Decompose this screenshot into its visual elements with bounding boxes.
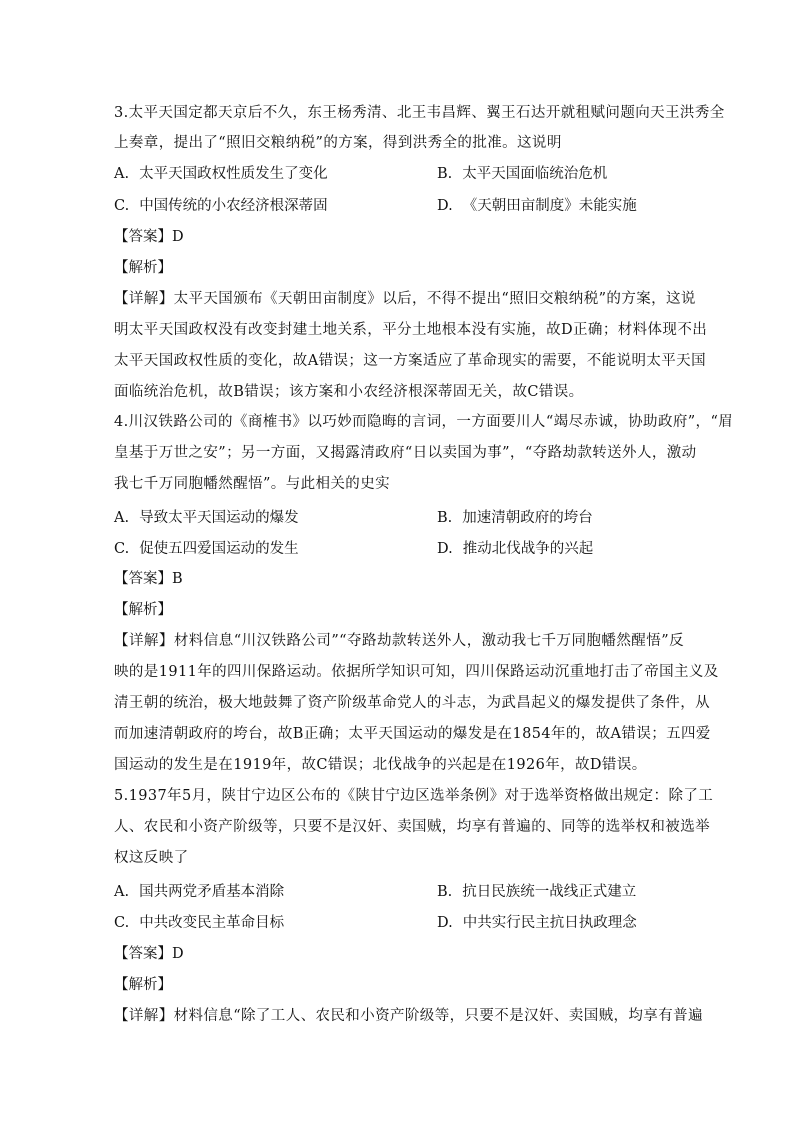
question-5-option-b — [437, 882, 636, 902]
question-4-detail-line-4: 而加速清朝政府的垮台，故B正确；太平天国运动的爆发是在1854年的，故A错误；五四爱 — [114, 726, 711, 742]
question-3-option-b — [437, 164, 607, 184]
question-4-stem-line-2: 皇基于万世之安”；另一方面，又揭露清政府“日以卖国为事”，“夺路劫款转送外人，激动 — [114, 445, 697, 461]
option-letter: A. — [114, 510, 130, 526]
option-letter: D. — [437, 915, 453, 931]
question-4-stem-line-3: 我七千万同胞幡然醒悟”。与此相关的史实 — [114, 476, 391, 492]
option-letter: D. — [437, 541, 453, 557]
option-letter: A. — [114, 166, 130, 182]
question-3-option-c — [114, 196, 328, 216]
question-3-stem-line-1: 3.太平天国定都天京后不久，东王杨秀清、北王韦昌辉、翼王石达开就租赋问题向天王洪秀全 — [114, 105, 725, 121]
question-3-stem-line-2: 上奏章，提出了“照旧交粮纳税”的方案，得到洪秀全的批准。这说明 — [114, 135, 562, 151]
option-text: 太平天国面临统治危机 — [462, 166, 608, 182]
option-letter: C. — [114, 198, 130, 214]
question-4-detail-line-1: 【详解】材料信息“川汉铁路公司”“夺路劫款转送外人，激动我七千万同胞幡然醒悟”反 — [114, 633, 684, 649]
option-text: 国共两党矛盾基本消除 — [139, 884, 285, 900]
question-4-option-a — [114, 508, 299, 528]
question-3-detail-line-3: 太平天国政权性质的变化，故A错误；这一方案适应了革命现实的需要，不能说明太平天国 — [114, 353, 706, 369]
option-text: 中共改变民主革命目标 — [139, 915, 285, 931]
question-3-detail-line-1: 【详解】太平天国颁布《天朝田亩制度》以后，不得不提出“照旧交粮纳税”的方案，这说 — [114, 291, 696, 307]
option-letter: B. — [437, 166, 453, 182]
option-text: 推动北伐战争的兴起 — [462, 541, 594, 557]
question-5-analysis-label: 【解析】 — [114, 977, 172, 993]
question-3-answer: 【答案】D — [114, 229, 184, 245]
option-text: 促使五四爱国运动的发生 — [139, 541, 299, 557]
option-text: 抗日民族统一战线正式建立 — [462, 884, 637, 900]
option-letter: C. — [114, 915, 130, 931]
question-4-answer: 【答案】B — [114, 571, 183, 587]
question-5-detail-line-1: 【详解】材料信息“除了工人、农民和小资产阶级等，只要不是汉奸、卖国贼，均享有普遍 — [114, 1008, 703, 1024]
question-5-stem-line-2: 人、农民和小资产阶级等，只要不是汉奸、卖国贼，均享有普遍的、同等的选举权和被选举 — [114, 819, 710, 835]
question-4-analysis-label: 【解析】 — [114, 602, 172, 618]
option-text: 中共实行民主抗日执政理念 — [462, 915, 637, 931]
question-4-detail-line-5: 国运动的发生是在1919年，故C错误；北伐战争的兴起是在1926年，故D错误。 — [114, 757, 647, 773]
option-letter: A. — [114, 884, 130, 900]
question-4-option-d — [437, 539, 593, 559]
option-text: 太平天国政权性质发生了变化 — [139, 166, 328, 182]
option-text: 加速清朝政府的垮台 — [462, 510, 593, 526]
question-5-answer: 【答案】D — [114, 946, 184, 962]
question-4-detail-line-3: 清王朝的统治，极大地鼓舞了资产阶级革命党人的斗志，为武昌起义的爆发提供了条件，从 — [114, 695, 710, 711]
option-text: 导致太平天国运动的爆发 — [139, 510, 299, 526]
question-3-analysis-label: 【解析】 — [114, 260, 172, 276]
question-5-option-c — [114, 913, 284, 933]
question-3-option-d — [437, 196, 637, 216]
question-3-detail-line-4: 面临统治危机，故B错误；该方案和小农经济根深蒂固无关，故C错误。 — [114, 384, 584, 400]
question-3-detail-line-2: 明太平天国政权没有改变封建土地关系，平分土地根本没有实施，故D正确；材料体现不出 — [114, 322, 708, 338]
option-text: 《天朝田亩制度》未能实施 — [462, 198, 637, 214]
option-letter: C. — [114, 541, 130, 557]
question-5-option-d — [437, 913, 637, 933]
question-5-stem-line-1: 5.1937年5月，陕甘宁边区公布的《陕甘宁边区选举条例》对于选举资格做出规定：除了工 — [114, 788, 714, 804]
question-3-option-a — [114, 164, 328, 184]
option-letter: D. — [437, 198, 453, 214]
question-5-stem-line-3: 权这反映了 — [114, 850, 189, 866]
question-4-option-b — [437, 508, 593, 528]
question-4-detail-line-2: 映的是1911年的四川保路运动。依据所学知识可知，四川保路运动沉重地打击了帝国主义及 — [114, 664, 719, 680]
question-4-stem-line-1: 4.川汉铁路公司的《商榷书》以巧妙而隐晦的言词，一方面要川人“竭尽赤诚，协助政府”，“眉 — [114, 414, 734, 430]
option-letter: B. — [437, 510, 453, 526]
question-5-option-a — [114, 882, 284, 902]
question-4-option-c — [114, 539, 299, 559]
option-text: 中国传统的小农经济根深蒂固 — [139, 198, 328, 214]
option-letter: B. — [437, 884, 453, 900]
